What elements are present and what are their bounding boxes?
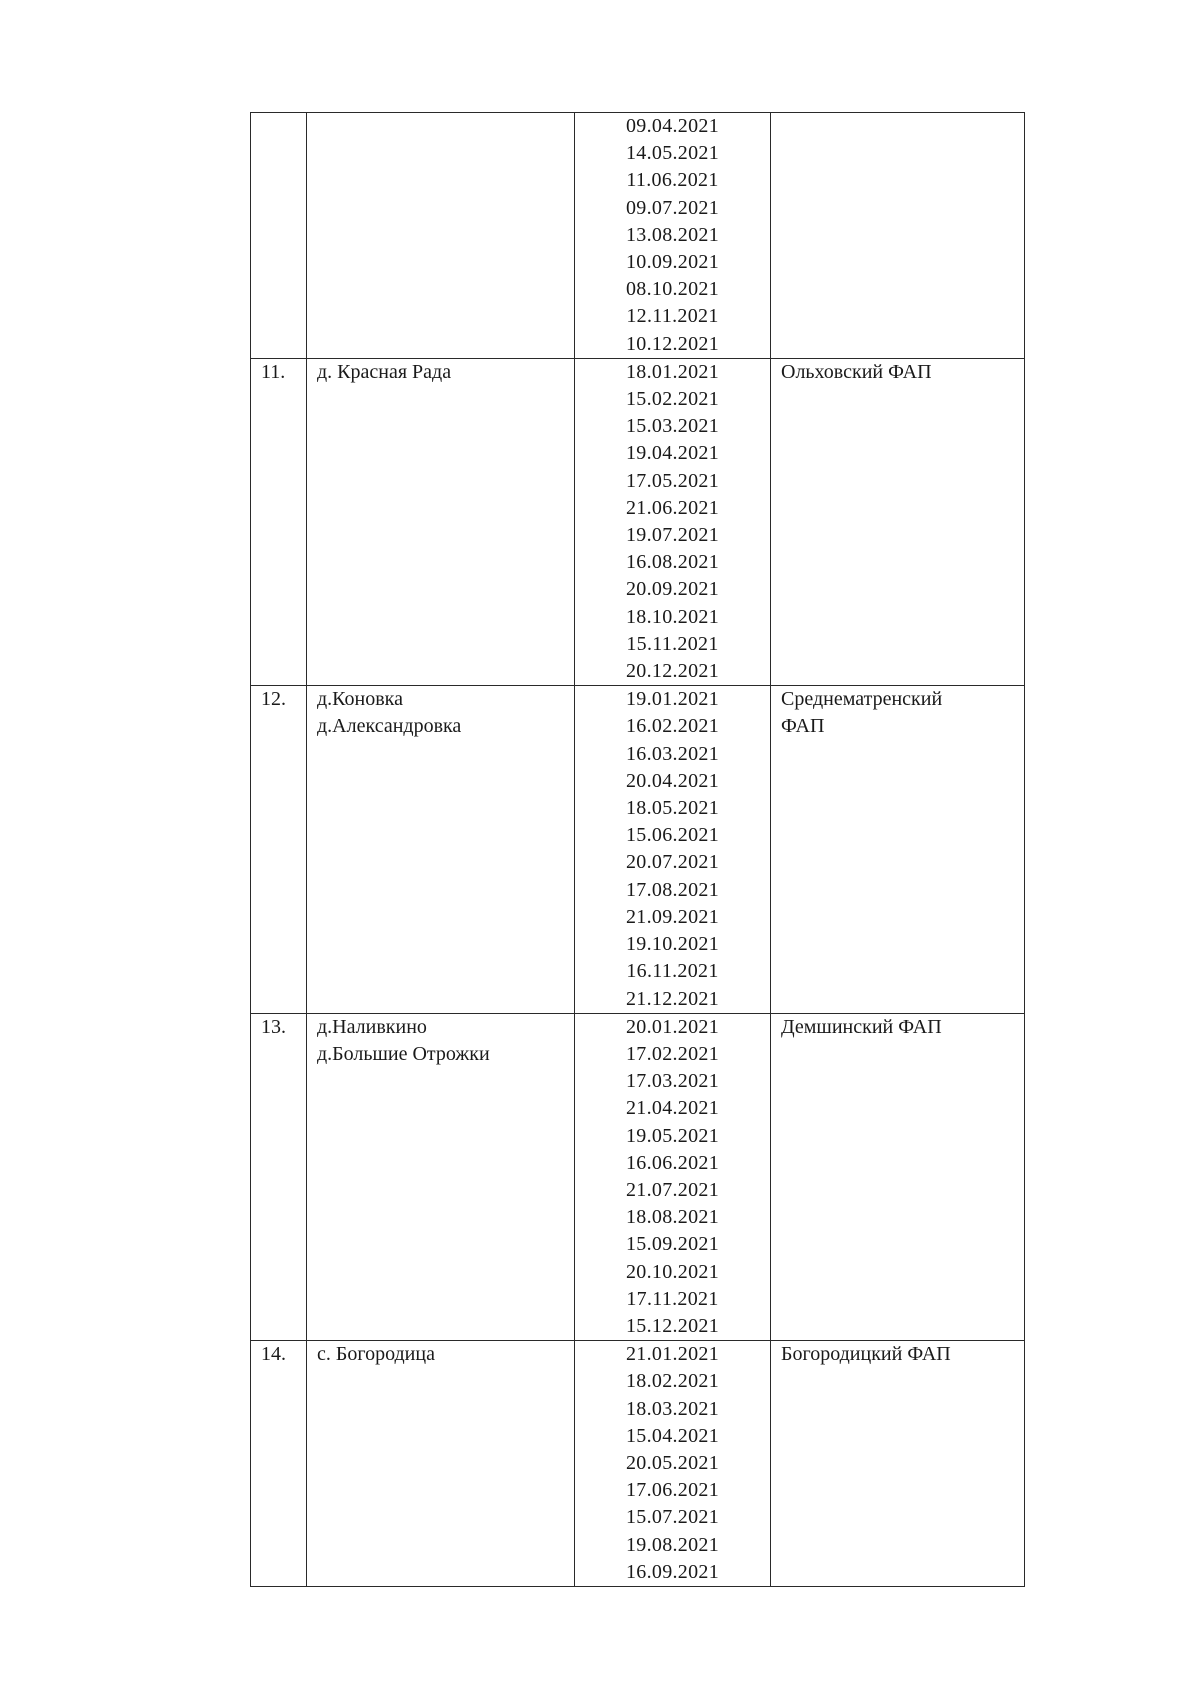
fap-name: Демшинский ФАП xyxy=(781,1015,942,1038)
visit-date: 20.01.2021 xyxy=(626,1015,719,1038)
settlement-name: д. Красная Рада xyxy=(317,360,452,383)
visit-date: 16.09.2021 xyxy=(626,1560,719,1583)
table-row xyxy=(251,686,1025,1013)
row-number-cell xyxy=(251,1341,307,1587)
row-number-cell xyxy=(251,1013,307,1340)
visit-date: 15.11.2021 xyxy=(626,632,719,655)
visit-date: 21.01.2021 xyxy=(626,1343,719,1366)
visit-date: 11.06.2021 xyxy=(626,169,719,192)
dates-cell xyxy=(575,1341,771,1587)
row-number-cell xyxy=(251,358,307,685)
visit-date: 18.08.2021 xyxy=(626,1206,719,1229)
settlement-cell xyxy=(307,1341,575,1587)
visit-date: 17.08.2021 xyxy=(626,878,719,901)
visit-date: 16.11.2021 xyxy=(626,960,719,983)
visit-date: 15.07.2021 xyxy=(626,1506,719,1529)
row-number: 13. xyxy=(261,1015,286,1038)
visit-date: 08.10.2021 xyxy=(626,278,719,301)
visit-date: 18.03.2021 xyxy=(626,1397,719,1420)
visit-date: 20.07.2021 xyxy=(626,851,719,874)
settlement-name: с. Богородица xyxy=(317,1343,435,1366)
visit-date: 18.05.2021 xyxy=(626,797,719,820)
visit-date: 20.10.2021 xyxy=(626,1260,719,1283)
schedule-table xyxy=(250,112,1025,1587)
visit-date: 17.02.2021 xyxy=(626,1042,719,1065)
table-row xyxy=(251,1341,1025,1587)
visit-date: 16.06.2021 xyxy=(626,1151,719,1174)
visit-date: 19.10.2021 xyxy=(626,933,719,956)
visit-date: 09.04.2021 xyxy=(626,115,719,137)
fap-cell xyxy=(771,358,1025,685)
visit-date: 21.09.2021 xyxy=(626,905,719,928)
dates-cell xyxy=(575,113,771,359)
visit-date: 21.07.2021 xyxy=(626,1178,719,1201)
visit-date: 15.06.2021 xyxy=(626,824,719,847)
settlement-name: д.Коновка xyxy=(317,688,403,711)
settlement-cell xyxy=(307,113,575,359)
fap-name: Среднематренский xyxy=(781,688,943,711)
visit-date: 21.12.2021 xyxy=(626,987,719,1010)
row-number-cell xyxy=(251,113,307,359)
visit-date: 20.12.2021 xyxy=(626,660,719,683)
visit-date: 14.05.2021 xyxy=(626,142,719,165)
visit-date: 15.03.2021 xyxy=(626,415,719,438)
dates-cell xyxy=(575,686,771,1013)
visit-date: 17.03.2021 xyxy=(626,1070,719,1093)
visit-date: 20.04.2021 xyxy=(626,769,719,792)
visit-date: 10.09.2021 xyxy=(626,251,719,274)
visit-date: 16.02.2021 xyxy=(626,715,719,738)
settlement-cell xyxy=(307,1013,575,1340)
visit-date: 15.02.2021 xyxy=(626,388,719,411)
visit-date: 16.03.2021 xyxy=(626,742,719,765)
settlement-cell xyxy=(307,686,575,1013)
visit-date: 16.08.2021 xyxy=(626,551,719,574)
visit-date: 19.04.2021 xyxy=(626,442,719,465)
settlement-name: д.Наливкино xyxy=(317,1015,427,1038)
visit-date: 19.07.2021 xyxy=(626,524,719,547)
visit-date: 17.06.2021 xyxy=(626,1479,719,1502)
fap-name: Богородицкий ФАП xyxy=(781,1343,951,1366)
visit-date: 20.09.2021 xyxy=(626,578,719,601)
schedule-table-body xyxy=(251,113,1025,1587)
row-number: 11. xyxy=(261,360,286,383)
visit-date: 13.08.2021 xyxy=(626,223,719,246)
row-number-cell xyxy=(251,686,307,1013)
visit-date: 18.02.2021 xyxy=(626,1370,719,1393)
table-row xyxy=(251,358,1025,685)
fap-cell xyxy=(771,686,1025,1013)
dates-cell xyxy=(575,358,771,685)
visit-date: 15.04.2021 xyxy=(626,1424,719,1447)
dates-cell xyxy=(575,1013,771,1340)
visit-date: 19.05.2021 xyxy=(626,1124,719,1147)
fap-name: Ольховский ФАП xyxy=(781,360,932,383)
fap-name: ФАП xyxy=(781,715,825,738)
row-number: 12. xyxy=(261,688,286,711)
table-row xyxy=(251,113,1025,359)
visit-date: 12.11.2021 xyxy=(626,305,719,328)
settlement-name: д.Александровка xyxy=(317,715,462,738)
fap-cell xyxy=(771,1341,1025,1587)
visit-date: 17.11.2021 xyxy=(626,1287,719,1310)
visit-date: 21.04.2021 xyxy=(626,1097,719,1120)
settlement-name: д.Большие Отрожки xyxy=(317,1042,490,1065)
visit-date: 20.05.2021 xyxy=(626,1451,719,1474)
row-number: 14. xyxy=(261,1343,286,1366)
visit-date: 17.05.2021 xyxy=(626,469,719,492)
visit-date: 09.07.2021 xyxy=(626,196,719,219)
visit-date: 19.08.2021 xyxy=(626,1533,719,1556)
visit-date: 21.06.2021 xyxy=(626,496,719,519)
visit-date: 19.01.2021 xyxy=(626,688,719,711)
fap-cell xyxy=(771,113,1025,359)
visit-date: 18.01.2021 xyxy=(626,360,719,383)
settlement-cell xyxy=(307,358,575,685)
table-row xyxy=(251,1013,1025,1340)
fap-cell xyxy=(771,1013,1025,1340)
visit-date: 15.09.2021 xyxy=(626,1233,719,1256)
visit-date: 15.12.2021 xyxy=(626,1314,719,1337)
visit-date: 10.12.2021 xyxy=(626,332,719,355)
visit-date: 18.10.2021 xyxy=(626,605,719,628)
